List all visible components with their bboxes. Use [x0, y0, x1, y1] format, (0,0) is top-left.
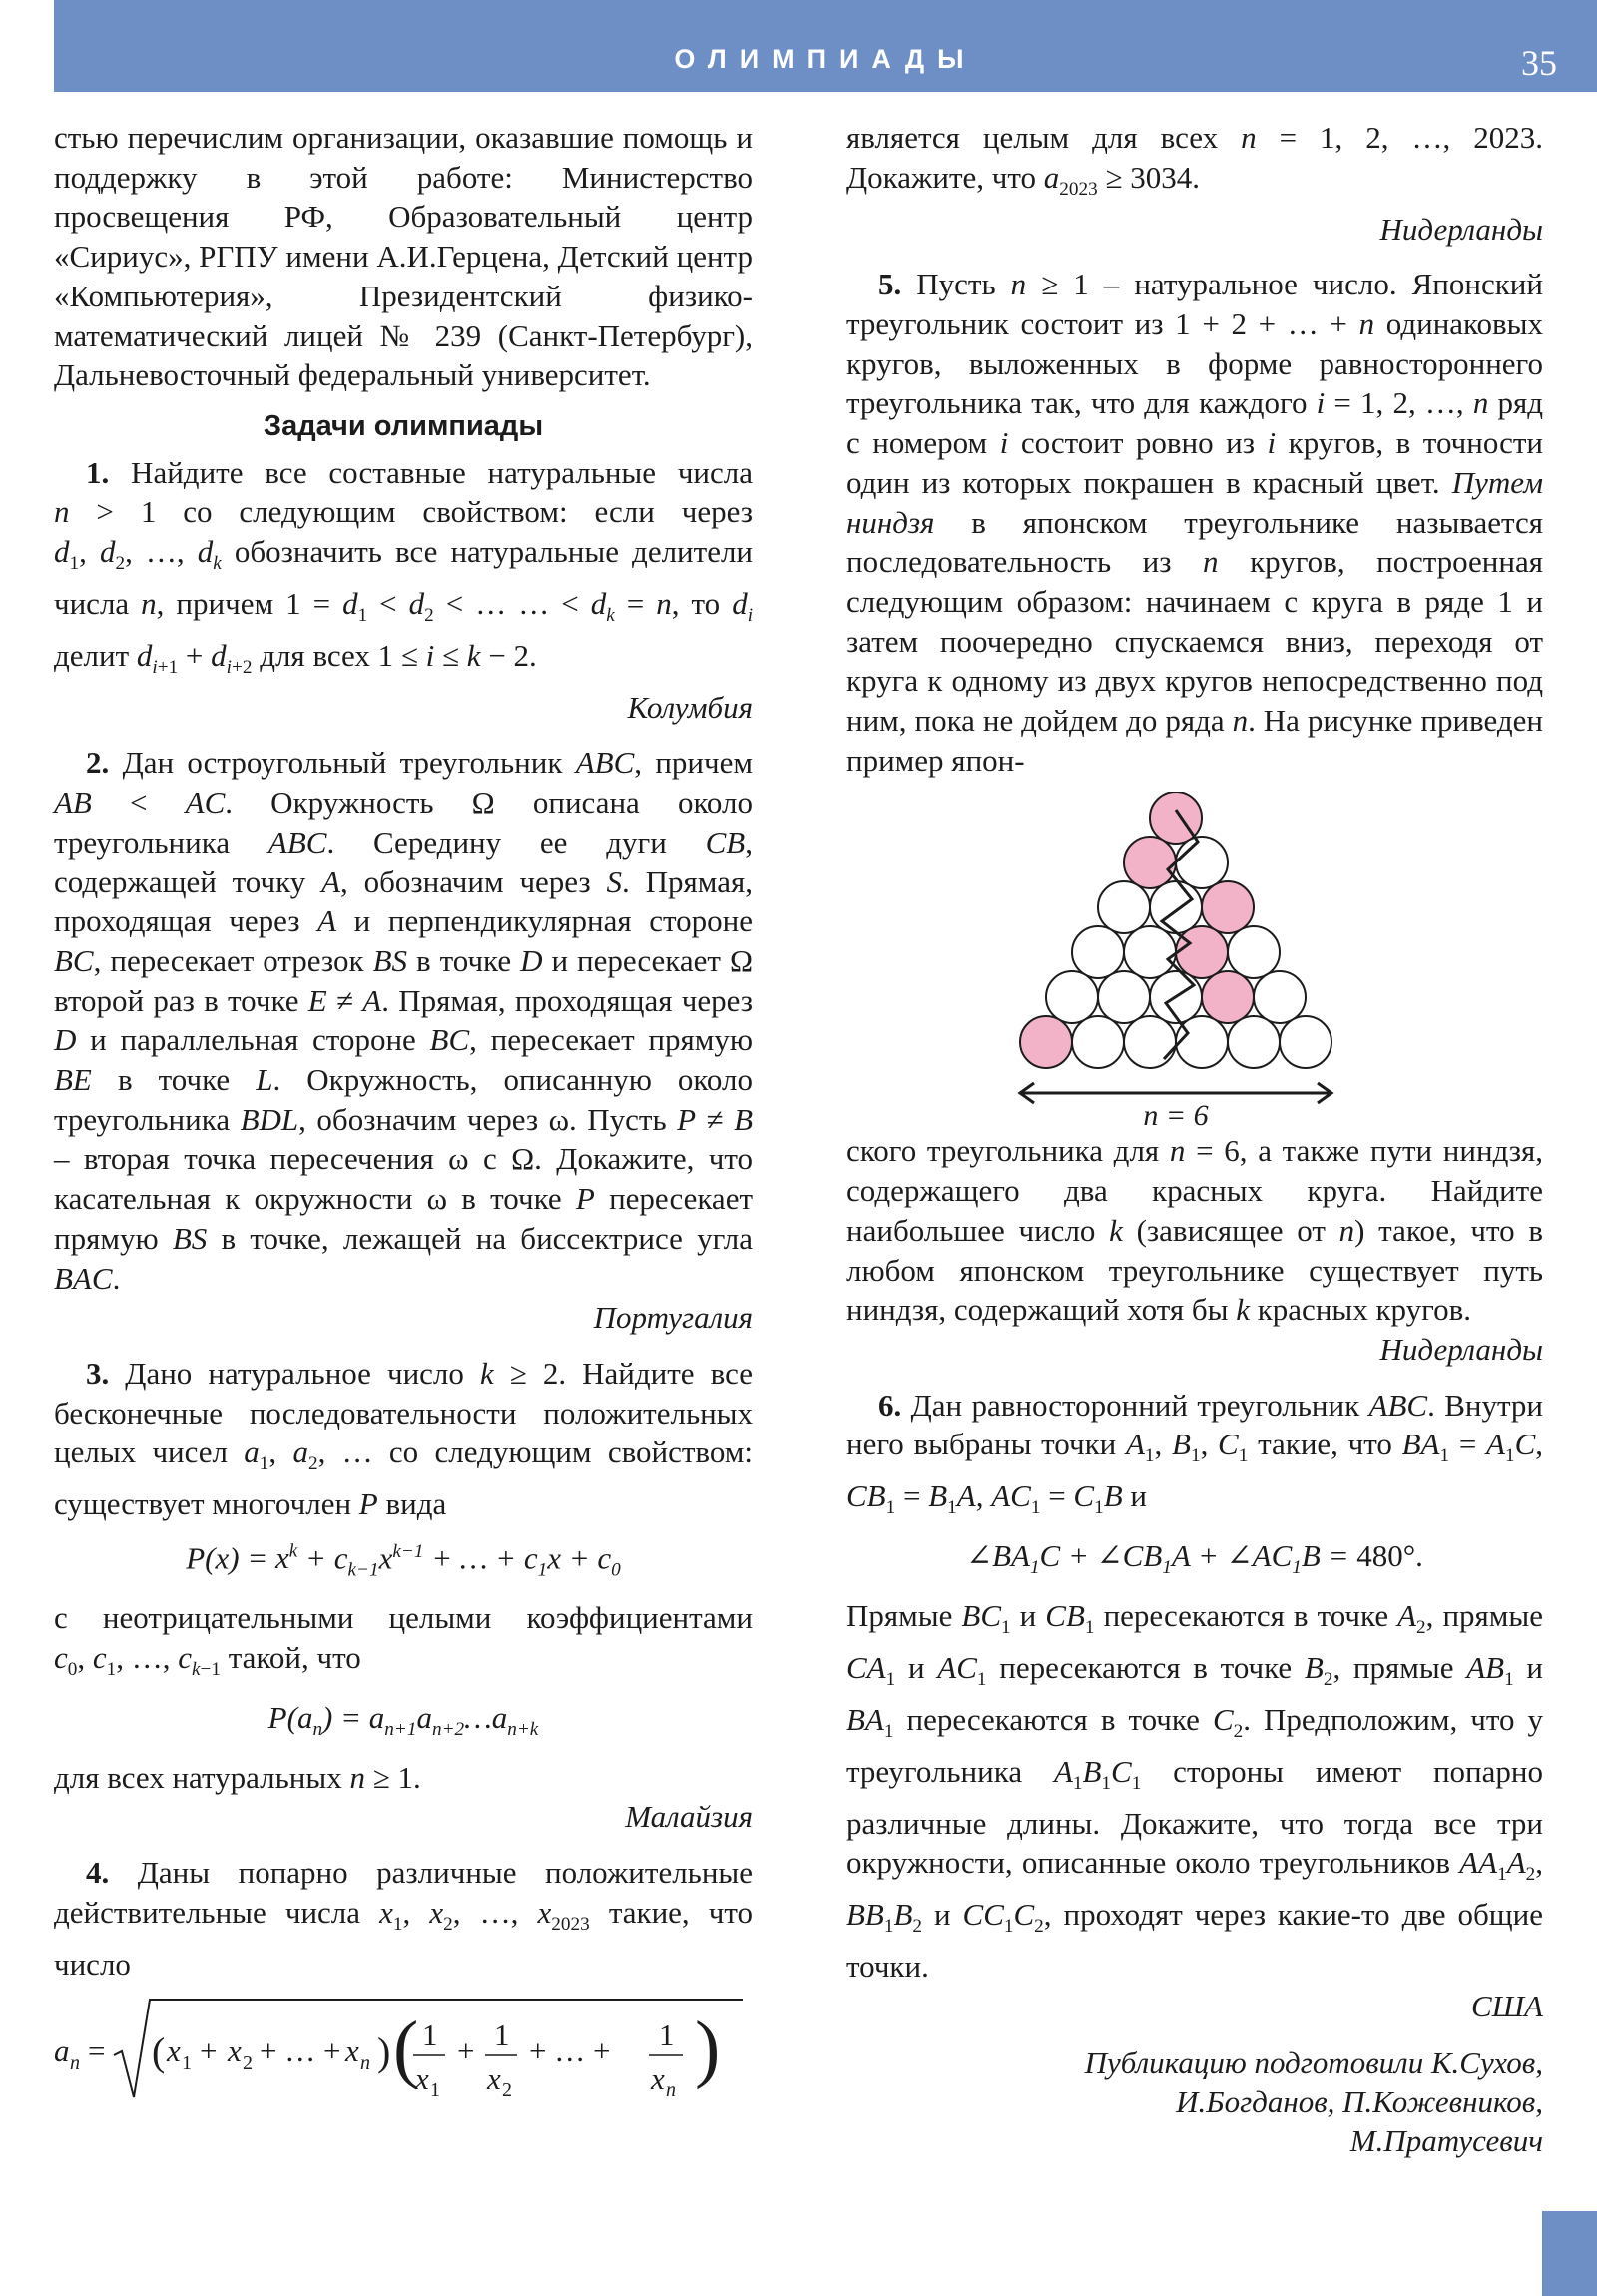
credits-line-1: Публикацию подготовили К.Сухов,	[1084, 2045, 1543, 2081]
header-title: ОЛИМПИАДЫ	[674, 44, 977, 74]
svg-text:1: 1	[494, 2017, 510, 2053]
svg-text:1: 1	[659, 2017, 675, 2053]
svg-text:+: +	[457, 2033, 475, 2069]
svg-text:): )	[695, 2007, 721, 2091]
svg-text:+ … +: + … +	[529, 2033, 611, 2069]
problem-5-country: Нидерланды	[1379, 1331, 1543, 1367]
white-circle	[1176, 837, 1228, 888]
problem-6-country: США	[1471, 1988, 1543, 2023]
equation-polynomial: $P(x) = x^k + c_{k-1}x^{k-1}$ + … + $c_1x + c_0$	[186, 1540, 621, 1581]
svg-text:2: 2	[502, 2079, 512, 2102]
svg-text:(: (	[152, 2029, 166, 2075]
svg-text:): )	[377, 2029, 391, 2075]
red-circle	[1202, 971, 1254, 1023]
problem-4-cont: является целым для всех n = 1, 2, …, 2023. Докажите, что $a_{2023} \ge 3034$.	[846, 120, 1543, 200]
problem-number: 5.	[878, 267, 902, 302]
problem-3: 3. Дано натуральное число k ≥ 2. Найдите все бесконечные последовательности положительных целых чисел $a_1$, $a_2$, … со следующим свойством: существует многочлен P вида	[54, 1355, 753, 1522]
svg-text:a: a	[54, 2033, 70, 2069]
svg-text:x: x	[228, 2033, 242, 2069]
svg-text:n: n	[666, 2079, 676, 2102]
white-circle	[1098, 881, 1150, 933]
white-circle	[1124, 1016, 1176, 1068]
svg-text:1: 1	[422, 2017, 438, 2053]
equation-sequence: $P(a_n)$ = $a_{n+1}a_{n+2}\dots a_{n+k}$	[267, 1699, 539, 1740]
problem-number: 6.	[878, 1387, 902, 1423]
problem-1-country: Колумбия	[627, 689, 753, 725]
red-circle	[1202, 881, 1254, 933]
white-circle	[1150, 881, 1202, 933]
svg-text:=: =	[88, 2033, 106, 2069]
problem-3-country: Малайзия	[625, 1799, 753, 1835]
white-circle	[1072, 1016, 1124, 1068]
right-column	[846, 118, 1543, 2160]
white-circle	[1280, 1016, 1331, 1068]
problem-5-cont: ского треугольника для n = 6, а также пути ниндзя, содержащего два красных круга. Найдите наибольшее число k (зависящее от n) такое, что в любом японском треугольнике существует путь ниндзя, содержащий хотя бы k красных кругов.	[846, 1133, 1543, 1328]
ninja-triangle-figure	[846, 792, 1543, 1131]
white-circle	[1098, 971, 1150, 1023]
corner-block	[1542, 2211, 1597, 2296]
svg-text:+: +	[200, 2033, 218, 2069]
problem-6-cont: Прямые $BC_1$ и $CB_1$ пересекаются в точке $A_2$, прямые $CA_1$ и $AC_1$ пересекаются в точке $B_2$, прямые $AB_1$ и $BA_1$ пересекаются в точке $C_2$. Предположим, что у треугольника $A_1B_1C_1$ стороны имеют попарно различные длины. Докажите, что тогда все три окружности, описанные около треугольников $AA_1A_2$, $BB_1B_2$ и $CC_1C_2$, проходят через какие-то две общие точки.	[846, 1598, 1544, 1985]
problem-number: 3.	[86, 1355, 110, 1391]
svg-text:(: (	[393, 2007, 419, 2091]
equation-an	[54, 1994, 753, 2118]
svg-text:x: x	[487, 2061, 501, 2097]
page-header	[54, 0, 1597, 92]
white-circle	[1072, 926, 1124, 978]
problem-3-cont: с неотрицательными целыми коэффициентами $c_0$, $c_1$, …, $c_{k-1}$ такой, что	[54, 1600, 753, 1681]
intro-paragraph: стью перечислим организации, оказавшие помощь и поддержку в этой работе: Министерство просвещения РФ, Образовательный центр «Сириус», РГПУ имени А.И.Герцена, Детский центр «Компьютерия», Президентский физико-математический лицей № 239 (Санкт-Петербург), Дальневосточный федеральный университет.	[54, 120, 753, 393]
svg-text:x: x	[651, 2061, 665, 2097]
problem-number: 4.	[86, 1855, 110, 1891]
problem-3-end: для всех натуральных n ≥ 1.	[54, 1759, 421, 1795]
red-circle	[1020, 1016, 1072, 1068]
credits-line-3: М.Пратусевич	[1349, 2123, 1543, 2159]
page-number: 35	[1521, 43, 1557, 83]
problem-1: 1. Найдите все составные натуральные числа n > 1 со следующим свойством: если через $d_1$, $d_2$, …, $d_k$ обозначить все натуральные делители числа n, причем $1 = d_1 < d_2$ < … … < $d_k = n$, то $d_i$ делит $d_{i+1} + d_{i+2}$ для всех 1 ≤ i ≤ k − 2.	[54, 454, 754, 678]
white-circle	[1228, 926, 1280, 978]
problem-number: 1.	[86, 454, 110, 490]
problem-2-country: Португалия	[593, 1300, 753, 1336]
white-circle	[1046, 971, 1098, 1023]
svg-text:1: 1	[182, 2052, 192, 2075]
problem-5: 5. Пусть n ≥ 1 – натуральное число. Японский треугольник состоит из 1 + 2 + … + n одинаковых кругов, выложенных в форме равностороннего треугольника так, что для каждого i = 1, 2, …, n ряд с номером i состоит ровно из i кругов, в точности один из которых покрашен в красный цвет. Путем ниндзя в японском треугольнике называется последовательность из n кругов, построенная следующим образом: начинаем с круга в ряде 1 и затем поочередно спускаемся вниз, переходя от круга к одному из двух кругов непосредственно под ним, пока не дойдем до ряда n. На рисунке приведен пример япон-	[846, 267, 1544, 778]
white-circle	[1124, 926, 1176, 978]
equation-angles: $\angle BA_1C$ + $\angle CB_1A$ + $\angle AC_1B = 480^\circ$.	[966, 1538, 1423, 1579]
white-circle	[1176, 1016, 1228, 1068]
problem-number: 2.	[86, 745, 110, 781]
figure-label: n = 6	[1143, 1099, 1209, 1132]
svg-text:+ … +: + … +	[260, 2033, 341, 2069]
left-column	[54, 118, 753, 2118]
section-title: Задачи олимпиады	[263, 409, 544, 442]
svg-text:n: n	[360, 2052, 370, 2075]
problem-4-country: Нидерланды	[1379, 211, 1543, 247]
white-circle	[1228, 1016, 1280, 1068]
svg-text:x: x	[167, 2033, 181, 2069]
red-circle	[1176, 926, 1228, 978]
problem-6: 6. Дан равносторонний треугольник ABC. Внутри него выбраны точки $A_1$, $B_1$, $C_1$ такие, что $BA_1 = A_1C$, $CB_1 = B_1A$, $AC_1 = C_1B$ и	[846, 1387, 1544, 1519]
problem-2: 2. Дан остроугольный треугольник ABC, причем AB < AC. Окружность Ω описана около треугольника ABC. Середину ее дуги CB, содержащей точку A, обозначим через S. Прямая, проходящая через A и перпендикулярная стороне BC, пересекает отрезок BS в точке D и пересекает Ω второй раз в точке E ≠ A. Прямая, проходящая через D и параллельная стороне BC, пересекает прямую BE в точке L. Окружность, описанную около треугольника BDL, обозначим через ω. Пусть P ≠ B – вторая точка пересечения ω с Ω. Докажите, что касательная к окружности ω в точке P пересекает прямую BS в точке, лежащей на биссектрисе угла BAC.	[54, 745, 754, 1296]
svg-text:x: x	[415, 2061, 429, 2097]
red-circle	[1124, 837, 1176, 888]
white-circle	[1254, 971, 1306, 1023]
svg-text:x: x	[345, 2033, 359, 2069]
credits	[846, 2043, 1543, 2160]
problem-4: 4. Даны попарно различные положительные действительные числа $x_1$, $x_2$, …, $x_{2023}$ такие, что число	[54, 1855, 754, 1982]
credits-line-2: И.Богданов, П.Кожевников,	[1176, 2084, 1543, 2120]
svg-text:2: 2	[243, 2052, 253, 2075]
svg-text:n: n	[70, 2052, 80, 2075]
svg-text:1: 1	[430, 2079, 440, 2102]
